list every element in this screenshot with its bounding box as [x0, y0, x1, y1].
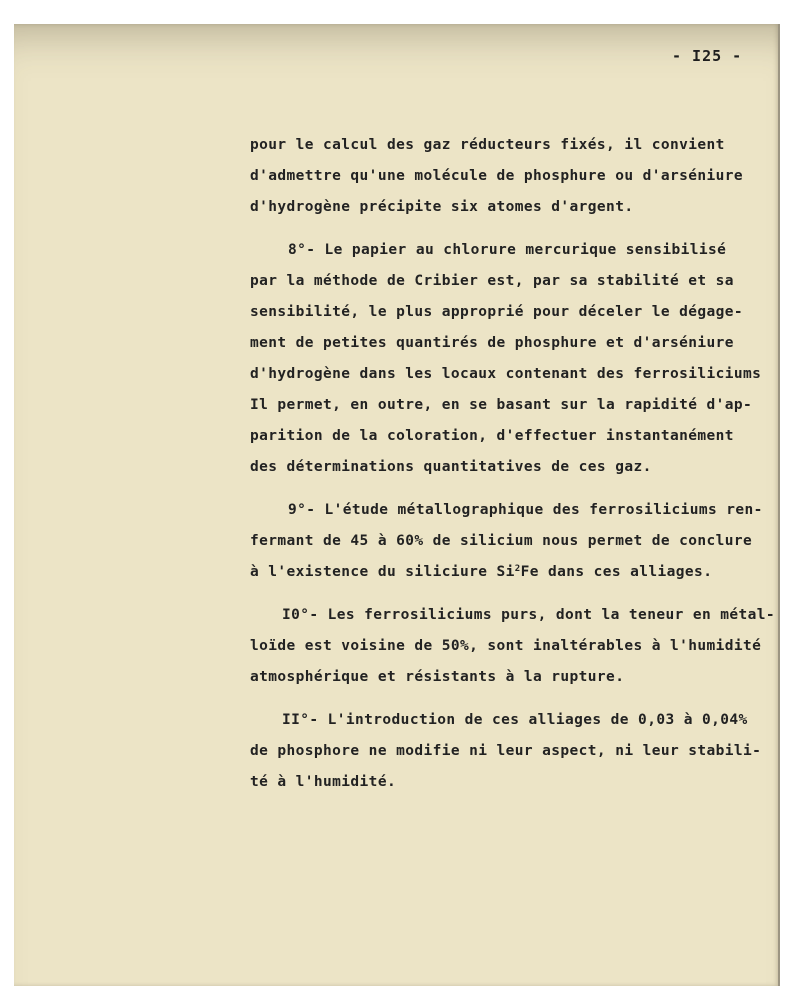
text-line: Il permet, en outre, en se basant sur la rapidité d'ap- — [250, 397, 753, 413]
page-number: - I25 - — [672, 47, 743, 65]
text-line: d'hydrogène dans les locaux contenant des ferrosiliciums — [250, 366, 762, 382]
text-line: d'hydrogène précipite six atomes d'argent. — [250, 199, 634, 215]
text-line: loïde est voisine de 50%, sont inaltérables à l'humidité — [250, 638, 762, 654]
text-line: I0°- Les ferrosiliciums purs, dont la teneur en métal- — [282, 607, 776, 623]
text-line: atmosphérique et résistants à la rupture. — [250, 669, 625, 685]
text-line: par la méthode de Cribier est, par sa stabilité et sa — [250, 273, 734, 289]
text-line: parition de la coloration, d'effectuer instantanément — [250, 428, 734, 444]
text-line: des déterminations quantitatives de ces gaz. — [250, 459, 652, 475]
text-line: 9°- L'étude métallographique des ferrosiliciums ren- — [288, 502, 763, 518]
text-line: fermant de 45 à 60% de silicium nous permet de conclure — [250, 533, 753, 549]
text-line: ment de petites quantirés de phosphure et d'arséniure — [250, 335, 734, 351]
text-line: de phosphore ne modifie ni leur aspect, ni leur stabili- — [250, 743, 762, 759]
text-line: sensibilité, le plus approprié pour déceler le dégage- — [250, 304, 744, 320]
text-line: 8°- Le papier au chlorure mercurique sensibilisé — [288, 242, 727, 258]
text-line: II°- L'introduction de ces alliages de 0,03 à 0,04% — [282, 712, 748, 728]
text-line: à l'existence du siliciure Si$^2$Fe dans ces alliages. — [250, 564, 713, 580]
sheet-edge — [778, 24, 780, 986]
text-line: té à l'humidité. — [250, 774, 397, 790]
text-line: pour le calcul des gaz réducteurs fixés, il convient — [250, 137, 725, 153]
text-line: d'admettre qu'une molécule de phosphure ou d'arséniure — [250, 168, 744, 184]
